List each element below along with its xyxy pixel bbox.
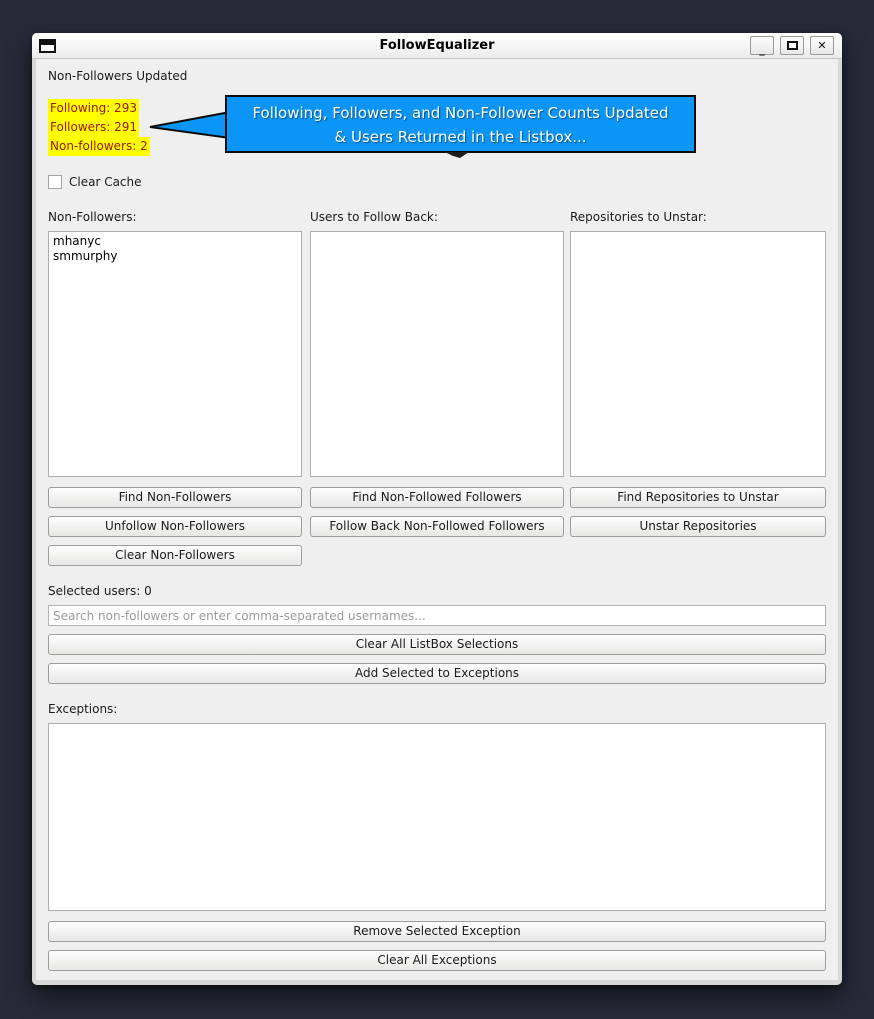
- minimize-icon: _: [759, 42, 765, 56]
- count-followers: Followers: 291: [48, 118, 139, 137]
- clear-cache-label: Clear Cache: [69, 175, 142, 189]
- title-bar[interactable]: [32, 33, 842, 59]
- selected-users-label: Selected users: 0: [48, 584, 152, 598]
- listbox-exceptions[interactable]: [48, 723, 826, 911]
- find-repositories-to-unstar-button[interactable]: Find Repositories to Unstar: [570, 487, 826, 508]
- counts-block: [48, 99, 150, 156]
- callout-tail-icon: [146, 104, 236, 154]
- close-icon: ✕: [817, 39, 827, 52]
- column-label-users-to-follow-back: Users to Follow Back:: [310, 210, 438, 224]
- clear-non-followers-button[interactable]: Clear Non-Followers: [48, 545, 302, 566]
- search-input[interactable]: [48, 605, 826, 626]
- find-non-followers-button[interactable]: Find Non-Followers: [48, 487, 302, 508]
- close-button[interactable]: [810, 36, 834, 55]
- listbox-non-followers[interactable]: [48, 231, 302, 477]
- maximize-button[interactable]: [780, 36, 804, 55]
- clear-all-exceptions-button[interactable]: Clear All Exceptions: [48, 950, 826, 971]
- callout-line2: & Users Returned in the Listbox...: [334, 128, 587, 146]
- minimize-button[interactable]: [750, 36, 774, 55]
- list-item[interactable]: smmurphy: [53, 249, 118, 263]
- callout-line1: Following, Followers, and Non-Follower Counts Updated: [252, 104, 669, 122]
- column-label-non-followers: Non-Followers:: [48, 210, 137, 224]
- count-non-followers: Non-followers: 2: [48, 137, 150, 156]
- clear-all-listbox-selections-button[interactable]: Clear All ListBox Selections: [48, 634, 826, 655]
- exceptions-label: Exceptions:: [48, 702, 118, 716]
- column-label-repositories-to-unstar: Repositories to Unstar:: [570, 210, 707, 224]
- unfollow-non-followers-button[interactable]: Unfollow Non-Followers: [48, 516, 302, 537]
- unstar-repositories-button[interactable]: Unstar Repositories: [570, 516, 826, 537]
- callout-bubble: [225, 95, 696, 153]
- maximize-icon: [787, 41, 798, 50]
- find-non-followed-followers-button[interactable]: Find Non-Followed Followers: [310, 487, 564, 508]
- status-text: Non-Followers Updated: [48, 69, 188, 83]
- callout-notch-icon: [445, 152, 469, 158]
- listbox-users-to-follow-back[interactable]: [310, 231, 564, 477]
- list-item[interactable]: mhanyc: [53, 234, 101, 248]
- clear-cache-checkbox[interactable]: [48, 175, 62, 189]
- window-menu-icon[interactable]: [39, 39, 56, 53]
- remove-selected-exception-button[interactable]: Remove Selected Exception: [48, 921, 826, 942]
- listbox-repositories-to-unstar[interactable]: [570, 231, 826, 477]
- window-title: FollowEqualizer: [379, 38, 495, 53]
- clear-cache-row: [48, 175, 142, 189]
- count-following: Following: 293: [48, 99, 139, 118]
- window-body: [36, 59, 838, 980]
- follow-back-non-followed-followers-button[interactable]: Follow Back Non-Followed Followers: [310, 516, 564, 537]
- add-selected-to-exceptions-button[interactable]: Add Selected to Exceptions: [48, 663, 826, 684]
- app-window: [32, 33, 842, 985]
